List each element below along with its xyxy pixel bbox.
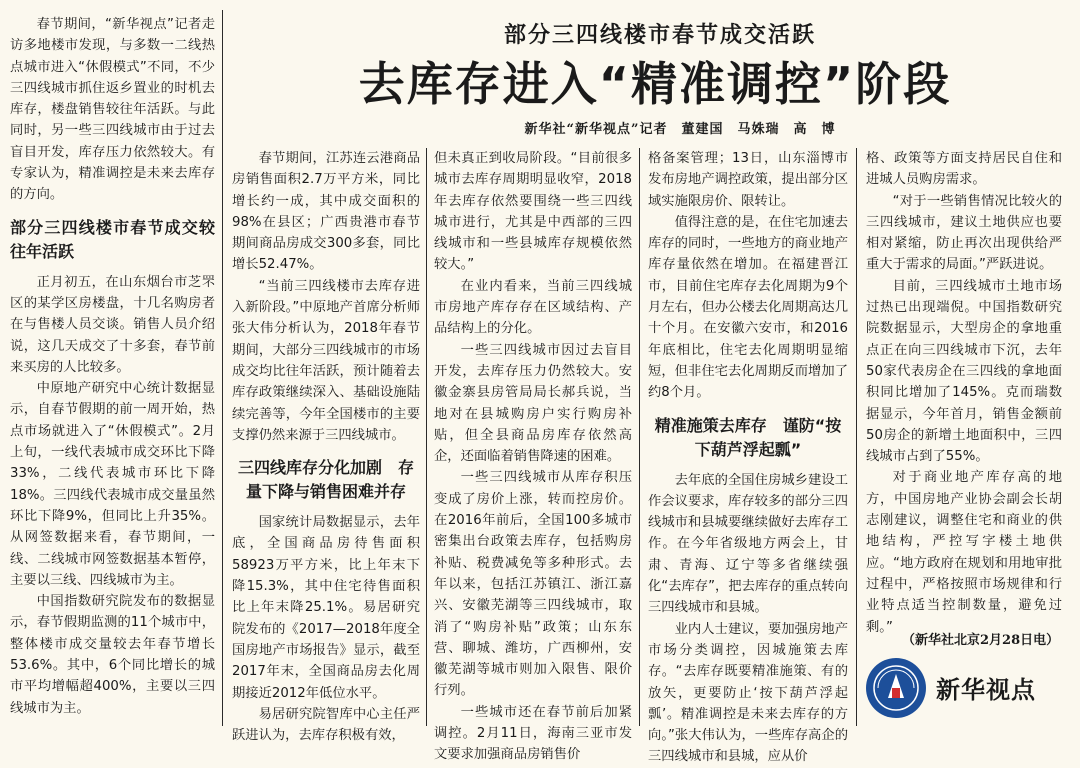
paragraph: 对于商业地产库存高的地方，中国房地产业协会副会长胡志刚建议，调整住宅和商业的供地结构，严控写字楼土地供应。“地方政府在规划和用地审批过程中，严格按照市场规律和行业特点适当控制数量，避免过剩。”	[866, 470, 1062, 635]
article-byline: 新华社“新华视点”记者 董建国 马姝瑞 高 博	[524, 122, 836, 137]
paragraph: “对于一些销售情况比较火的三四线城市，建议土地供应也要相对紧缩，防止再次出现供给严重大于需求的局面。”严跃进说。	[866, 193, 1062, 273]
article-kicker: 部分三四线楼市春节成交活跃	[503, 23, 816, 48]
paragraph: 在业内看来，当前三四线城市房地产库存存在区域结构、产品结构上的分化。	[434, 278, 632, 337]
paragraph: 一些城市还在春节前后加紧调控。2月11日，海南三亚市发文要求加强商品房销售价	[434, 704, 632, 763]
column-1	[10, 14, 215, 726]
paragraph: 但未真正到收局阶段。“目前很多城市去库存周期明显收窄，2018年去库存依然要围绕一些三四线城市进行，尤其是中西部的三四线城市和一些县城库存规模依然较大。”	[434, 151, 632, 273]
paragraph: “当前三四线楼市去库存进入新阶段。”中原地产首席分析师张大伟分析认为，2018年春节期间，大部分三四线城市的市场成交均比往年活跃，预计随着去库存政策继续深入、基础设施陆续完善等，今年全国楼市的主要支撑仍然来源于三四线城市。	[232, 278, 420, 443]
column-divider	[639, 148, 640, 726]
column-divider	[222, 10, 223, 726]
paragraph: 中原地产研究中心统计数据显示，自春节假期的前一周开始，热点市场就进入了“休假模式”。2月上旬，一线代表城市成交环比下降33%，二线代表城市环比下降18%。三四线代表城市成交量虽然环比下降9%，但同比上升35%。从网签数据来看，春节期间，一线、二线城市网签数据基本暂停，主要以三线、四线城市为主。	[10, 381, 215, 588]
paragraph: 一些三四线城市从库存积压变成了房价上涨，转而控房价。在2016年前后，全国100多城市密集出台政策去库存，包括购房补贴、税费减免等多种形式。去年以来，包括江苏镇江、浙江嘉兴、安徽芜湖等三四线城市，取消了“购房补贴”政策；山东东营、聊城、潍坊，广西柳州，安徽芜湖等城市则加入限售、限价行列。	[434, 470, 632, 699]
subheading: 精准施策去库存 谨防“按下葫芦浮起瓢”	[654, 415, 842, 459]
paragraph: 目前，三四线城市土地市场过热已出现端倪。中国指数研究院数据显示，大型房企的拿地重点正在向三四线城市下沉，去年50家代表房企在三四线的拿地面积同比增加了145%。克而瑞数据显示，今年首月，销售金额前50房企的新增土地面积中，三四线城市占到了55%。	[866, 278, 1062, 465]
column-3	[434, 148, 632, 763]
column-2	[232, 148, 420, 744]
paragraph: 格、政策等方面支持居民自住和进城人员购房需求。	[866, 151, 1062, 188]
paragraph: 易居研究院智库中心主任严跃进认为，去库存积极有效，	[232, 706, 420, 744]
column-divider	[426, 148, 427, 726]
xinhua-shidian-logo-text: 新华视点	[936, 676, 1036, 704]
paragraph: 春节期间，江苏连云港商品房销售面积2.7万平方米，同比增长约一成，其中成交面积的98%在县区；广西贵港市春节期间商品房成交300多套，同比增长52.47%。	[232, 151, 420, 273]
paragraph: 春节期间，“新华视点”记者走访多地楼市发现，与多数一二线热点城市进入“休假模式”不同，不少三四线城市抓住返乡置业的时机去库存，楼盘销售较往年活跃。与此同时，另一些三四线城市由于过去盲目开发，库存压力依然较大。有专家认为，精准调控是未来去库存的方向。	[10, 17, 215, 203]
column-4	[648, 148, 848, 765]
subheading: 部分三四线楼市春节成交较往年活跃	[10, 217, 215, 261]
paragraph: 国家统计局数据显示，去年底，全国商品房待售面积58923万平方米，比上年末下降15.3%，其中住宅待售面积比上年末降25.1%。易居研究院发布的《2017—2018年度全国房地产市场报告》显示，截至2017年末，全国商品房去化周期接近2012年低位水平。	[232, 515, 420, 701]
paragraph: 中国指数研究院发布的数据显示，春节假期监测的11个城市中，整体楼市成交量较去年春节增长53.6%。其中，6个同比增长的城市平均增幅超400%，主要以三四线城市为主。	[10, 594, 215, 716]
paragraph: 一些三四线城市因过去盲目开发，去库存压力仍然较大。安徽金寨县房管局局长郝兵说，当地对在县城购房户实行购房补贴，但全县商品房库存依然高企，还面临着销售降速的困难。	[434, 342, 632, 465]
xinhua-emblem-icon	[866, 658, 926, 718]
xinhua-logo-icon	[866, 658, 926, 718]
subheading: 三四线库存分化加剧 存量下降与销售困难并存	[237, 458, 414, 502]
paragraph: 去年底的全国住房城乡建设工作会议要求，库存较多的部分三四线城市和县城要继续做好去库存工作。在今年省级地方两会上，甘肃、青海、辽宁等多省继续强化“去库存”，把去库存的重点转向三四线城市和县城。	[648, 472, 848, 616]
dateline: （新华社北京2月28日电）	[902, 633, 1060, 648]
paragraph: 正月初五，在山东烟台市芝罘区的某学区房楼盘，十几名购房者在与售楼人员交谈。销售人员介绍说，这几天成交了十多套，春节前来买房的人比较多。	[10, 274, 215, 375]
column-divider	[856, 148, 857, 726]
article-headline: 去库存进入“精准调控”阶段	[358, 57, 952, 111]
paragraph: 业内人士建议，要加强房地产市场分类调控，因城施策去库存。“去库存既要精准施策、有的放矢，更要防止‘按下葫芦浮起瓢’。精准调控是未来去库存的方向。”张大伟认为，一些库存高企的三四线城市和县城，应从价	[648, 621, 848, 765]
paragraph: 格备案管理；13日，山东淄博市发布房地产调控政策，提出部分区域实施限房价、限转让。	[648, 151, 848, 209]
column-5	[866, 148, 1062, 635]
paragraph: 值得注意的是，在住宅加速去库存的同时，一些地方的商业地产库存量依然在增加。在福建晋江市，目前住宅库存去化周期为9个月左右，但办公楼去化周期高达几十个月。在安徽六安市，和2016年底相比，住宅去化周期明显缩短，但非住宅去化周期反而增加了约8个月。	[648, 214, 848, 401]
